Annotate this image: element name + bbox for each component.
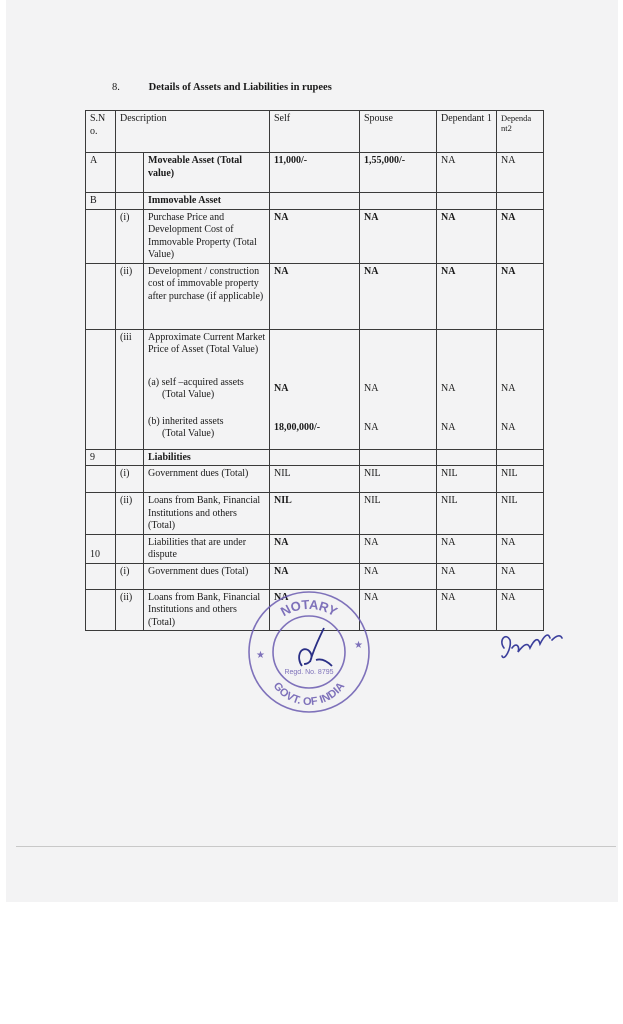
cell-sub <box>116 153 144 193</box>
cell-description: Purchase Price and Development Cost of Immovable Property (Total Value) <box>144 209 270 263</box>
cell-dependant2: NIL <box>497 466 544 493</box>
cell-description: Government dues (Total) <box>144 563 270 589</box>
cell-description: Loans from Bank, Financial Institutions and others (Total) <box>144 493 270 535</box>
row-immovable-asset <box>86 193 544 210</box>
row-bank-loans <box>86 493 544 535</box>
cell-self: NA <box>270 263 360 329</box>
row-government-dues <box>86 466 544 493</box>
cell-dependant1: NA <box>437 563 497 589</box>
section-title: Details of Assets and Liabilities in rupees <box>148 82 332 93</box>
header-self: Self <box>270 111 360 153</box>
cell-dependant2: NA <box>497 534 544 563</box>
cell-description: Development / construction cost of immovable property after purchase (if applicable) <box>144 263 270 329</box>
row-purchase-price <box>86 209 544 263</box>
cell-dependant2: NA <box>497 263 544 329</box>
section-number: 8. <box>112 82 120 93</box>
cell-sub: (i) <box>116 209 144 263</box>
cell-self: NIL <box>270 466 360 493</box>
cell-dependant1: NA <box>437 153 497 193</box>
cell-sub: (iii <box>116 329 144 449</box>
inherited-d2: NA <box>501 422 516 433</box>
cell-spouse: NA <box>360 589 437 631</box>
inherited-label: (b) inherited assets <box>148 415 224 427</box>
cell-spouse: NA <box>360 209 437 263</box>
stamp-star-icon: ★ <box>354 640 363 651</box>
cell-description <box>144 329 270 449</box>
row-development-cost <box>86 263 544 329</box>
cell-dependant2: NA <box>497 153 544 193</box>
cell-dependant1: NIL <box>437 493 497 535</box>
header-spouse: Spouse <box>360 111 437 153</box>
stamp-registration: Regd. No. 8795 <box>284 669 334 676</box>
cell-self: NA <box>270 209 360 263</box>
assets-liabilities-table <box>85 110 544 631</box>
page-edge-divider <box>16 846 616 847</box>
cell-dependant2: NA <box>497 563 544 589</box>
stamp-star-icon: ★ <box>256 650 265 661</box>
row-disputed-government-dues <box>86 563 544 589</box>
self-acquired-self: NA <box>274 382 289 394</box>
inherited-sub: (Total Value) <box>162 428 215 439</box>
self-acquired-d1: NA <box>441 382 456 394</box>
cell-spouse: 1,55,000/- <box>360 153 437 193</box>
cell-description: Government dues (Total) <box>144 466 270 493</box>
cell-sno: 9 <box>86 449 116 466</box>
header-dependant2: Dependa nt2 <box>497 111 544 153</box>
cell-spouse: NA <box>360 563 437 589</box>
handwritten-signature <box>494 618 566 670</box>
cell-spouse: NA <box>360 534 437 563</box>
inherited-self: 18,00,000/- <box>274 422 321 433</box>
cell-spouse <box>360 329 437 449</box>
cell-sub: (ii) <box>116 493 144 535</box>
cell-self: NA <box>270 534 360 563</box>
inherited-d1: NA <box>441 422 456 433</box>
cell-self <box>270 329 360 449</box>
cell-sno: A <box>86 153 116 193</box>
cell-spouse: NA <box>360 263 437 329</box>
stamp-signature-scribble <box>299 628 332 666</box>
svg-text:GOVT. OF INDIA <box>271 680 348 708</box>
cell-dependant2: NA <box>497 589 544 631</box>
cell-sno: B <box>86 193 116 210</box>
header-row <box>86 111 544 153</box>
header-dependant1: Dependant 1 <box>437 111 497 153</box>
cell-dependant1: NIL <box>437 466 497 493</box>
notary-stamp <box>242 588 376 716</box>
cell-sno: 10 <box>86 534 116 563</box>
section-heading <box>112 82 332 93</box>
cell-description: Moveable Asset (Total value) <box>144 153 270 193</box>
cell-sub <box>116 193 144 210</box>
cell-sub: (i) <box>116 563 144 589</box>
cell-self: NA <box>270 563 360 589</box>
self-acquired-sub: (Total Value) <box>162 389 215 400</box>
row-liabilities <box>86 449 544 466</box>
self-acquired-d2: NA <box>501 382 516 394</box>
cell-dependant1: NA <box>437 589 497 631</box>
row-moveable-asset <box>86 153 544 193</box>
stamp-bottom-text: GOVT. OF INDIA <box>270 680 348 709</box>
cell-sub: (i) <box>116 466 144 493</box>
cell-dependant2: NA <box>497 209 544 263</box>
cell-description: Liabilities <box>144 449 270 466</box>
cell-dependant1: NA <box>437 263 497 329</box>
cell-dependant2: NIL <box>497 493 544 535</box>
cell-description: Loans from Bank, Financial Institutions and others (Total) <box>144 589 270 631</box>
cell-description: Liabilities that are under dispute <box>144 534 270 563</box>
header-description: Description <box>116 111 270 153</box>
cell-sub: (ii) <box>116 589 144 631</box>
cell-dependant1: NA <box>437 209 497 263</box>
cell-dependant1: NA <box>437 534 497 563</box>
cell-dependant2 <box>497 329 544 449</box>
header-sno: S.N o. <box>86 111 116 153</box>
cell-spouse: NIL <box>360 466 437 493</box>
cell-self: 11,000/- <box>270 153 360 193</box>
row-disputed-liabilities <box>86 534 544 563</box>
cell-spouse: NIL <box>360 493 437 535</box>
self-acquired-spouse: NA <box>364 382 379 394</box>
self-acquired-label: (a) self –acquired assets <box>148 376 244 388</box>
cell-self: NA <box>270 589 360 631</box>
cell-sub: (ii) <box>116 263 144 329</box>
stamp-top-text: NOTARY <box>278 596 341 620</box>
row-market-price <box>86 329 544 449</box>
cell-dependant1 <box>437 329 497 449</box>
inherited-spouse: NA <box>364 422 379 433</box>
cell-self: NIL <box>270 493 360 535</box>
market-price-label: Approximate Current Market Price of Asset (Total Value) <box>148 331 266 355</box>
cell-description: Immovable Asset <box>144 193 270 210</box>
